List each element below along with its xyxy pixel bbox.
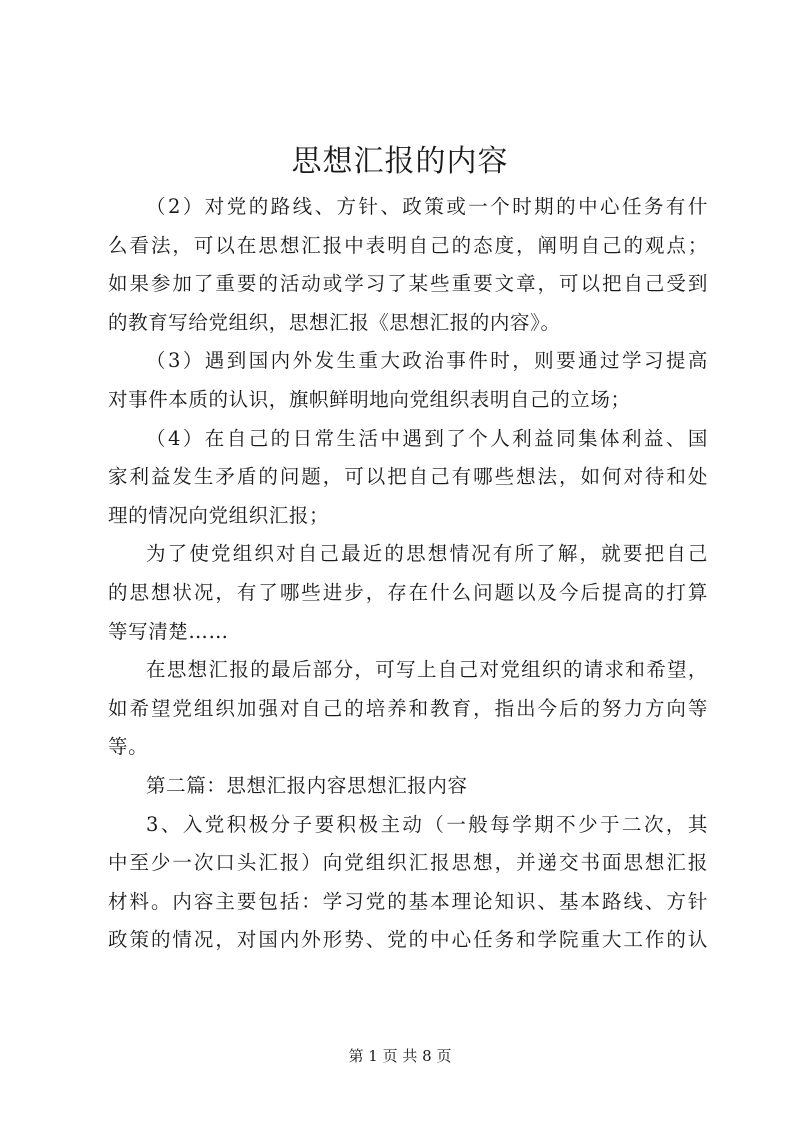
text-line: 3、入党积极分子要积极主动（一般每学期不少于二次，其 (146, 812, 708, 836)
text-line: 如果参加了重要的活动或学习了某些重要文章，可以把自己受到 (108, 272, 708, 296)
page-footer: 第 1 页 共 8 页 (348, 1047, 452, 1065)
document-title: 思想汇报的内容 (291, 144, 509, 179)
text-line: 对事件本质的认识，旗帜鲜明地向党组织表明自己的立场； (108, 387, 631, 411)
text-line: 政策的情况，对国内外形势、党的中心任务和学院重大工作的认 (108, 928, 708, 952)
text-line: 的教育写给党组织，思想汇报《思想汇报的内容》。 (108, 310, 561, 334)
text-line: （3）遇到国内外发生重大政治事件时，则要通过学习提高 (146, 349, 708, 373)
text-line: 理的情况向党组织汇报； (108, 503, 330, 527)
text-line: 家利益发生矛盾的问题，可以把自己有哪些想法，如何对待和处 (108, 465, 708, 489)
text-line: （4）在自己的日常生活中遇到了个人利益同集体利益、国 (146, 426, 708, 450)
text-line: 么看法，可以在思想汇报中表明自己的态度，阐明自己的观点； (108, 233, 708, 257)
document-body (108, 188, 708, 960)
text-line: 中至少一次口头汇报）向党组织汇报思想，并递交书面思想汇报 (108, 851, 708, 875)
text-line: 等写清楚…… (108, 619, 229, 643)
text-line: 的思想状况，有了哪些进步，存在什么问题以及今后提高的打算 (108, 580, 708, 604)
text-line: 材料。内容主要包括：学习党的基本理论知识、基本路线、方针 (108, 889, 708, 913)
text-line: 如希望党组织加强对自己的培养和教育，指出今后的努力方向等 (108, 696, 708, 720)
text-line: 等。 (108, 735, 149, 759)
text-line: 第二篇：思想汇报内容思想汇报内容 (146, 773, 468, 797)
text-line: 为了使党组织对自己最近的思想情况有所了解，就要把自己 (146, 542, 708, 566)
text-line: （2）对党的路线、方针、政策或一个时期的中心任务有什 (146, 195, 708, 218)
text-line: 在思想汇报的最后部分，可写上自己对党组织的请求和希望， (146, 658, 708, 682)
